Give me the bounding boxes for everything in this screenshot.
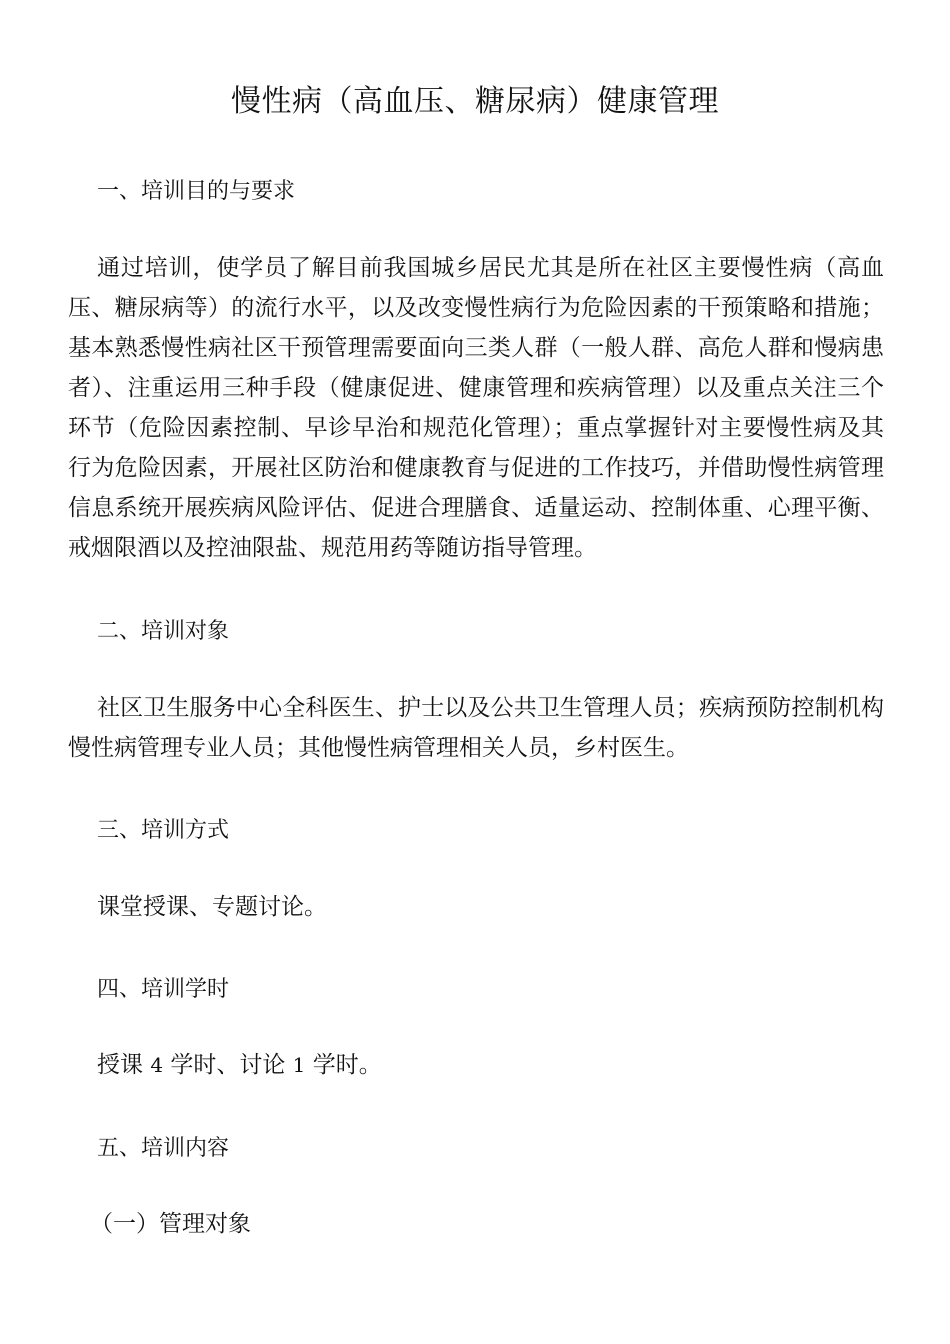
section-body-purpose: 通过培训，使学员了解目前我国城乡居民尤其是所在社区主要慢性病（高血压、糖尿病等）的流行水平，以及改变慢性病行为危险因素的干预策略和措施；基本熟悉慢性病社区干预管理需要面向三类人群（一般人群、高危人群和慢病患者）、注重运用三种手段（健康促进、健康管理和疾病管理）以及重点关注三个环节（危险因素控制、早诊早治和规范化管理）；重点掌握针对主要慢性病及其行为危险因素，开展社区防治和健康教育与促进的工作技巧，并借助慢性病管理信息系统开展疾病风险评估、促进合理膳食、适量运动、控制体重、心理平衡、戒烟限酒以及控油限盐、规范用药等随访指导管理。 <box>68 255 884 561</box>
hours-text-a: 授课 <box>97 1052 143 1078</box>
section-body-audience: 社区卫生服务中心全科医生、护士以及公共卫生管理人员；疾病预防控制机构慢性病管理专业人员；其他慢性病管理相关人员，乡村医生。 <box>68 695 884 761</box>
section-body-hours <box>97 1045 382 1085</box>
section-heading-purpose: 一、培训目的与要求 <box>97 179 296 204</box>
section-heading-hours: 四、培训学时 <box>97 977 230 1002</box>
section-heading-content: 五、培训内容 <box>97 1136 230 1161</box>
discussion-hours-value: 1 <box>292 1053 306 1077</box>
hours-text-c: 学时。 <box>312 1052 382 1078</box>
document-title: 慢性病（高血压、糖尿病）健康管理 <box>231 84 719 119</box>
section-body-method: 课堂授课、专题讨论。 <box>97 894 327 920</box>
hours-text-b: 学时、讨论 <box>170 1052 286 1078</box>
section-heading-audience: 二、培训对象 <box>97 619 230 644</box>
lecture-hours-value: 4 <box>150 1053 164 1077</box>
section-subheading-targets: （一）管理对象 <box>90 1211 251 1237</box>
section-heading-method: 三、培训方式 <box>97 818 230 843</box>
